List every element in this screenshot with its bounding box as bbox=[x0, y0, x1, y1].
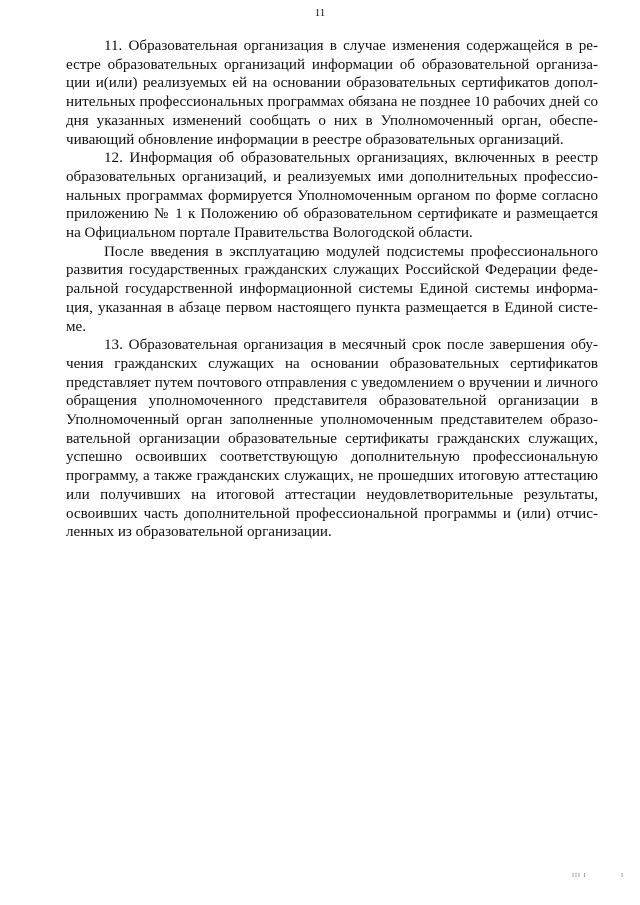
paragraph-item-11: 11. Образовательная организация в случае изменения содержащейся в реестре образовательных организаций информации об образовательной организации и(или) реализуемых ей на основании образовательных сертификатов дополнительных профессиональных программах обязана не позднее 10 рабочих дней со дня указанных изменений сообщать о них в Уполномоченный орган, обеспечивающий обновление информации в реестре образовательных организаций. bbox=[66, 38, 598, 148]
page-number: 11 bbox=[314, 7, 326, 19]
document-body bbox=[66, 37, 598, 542]
paragraph-item-13: 13. Образовательная организация в месячный срок после завершения обучения гражданских служащих на основании образовательных сертификатов представляет путем почтового отправления с уведомлением о вручении и личного обращения уполномоченного представителя образовательной организации в Уполномоченный орган заполненные уполномоченным представителем образовательной организации образовательные сертификаты гражданских служащих, успешно освоивших соответствующую дополнительную профессиональную программу, а также гражданских служащих, не прошедших итоговую аттестацию или получивших на итоговой аттестации неудовлетворительные результаты, освоивших часть дополнительной профессиональной программы и (или) отчисленных из образовательной организации. bbox=[66, 337, 598, 541]
scan-code-mark-right: I bbox=[621, 873, 623, 879]
paragraph-item-12-continuation: После введения в эксплуатацию модулей подсистемы профессионального развития государственных гражданских служащих Российской Федерации федеральной государственной информационной системы Единой системы информация, указанная в абзаце первом настоящего пункта размещается в Единой системе. bbox=[66, 243, 598, 335]
paragraph-item-12: 12. Информация об образовательных организациях, включенных в реестр образовательных организаций, и реализуемых ими дополнительных профессиональных программах формируется Уполномоченным органом по форме согласно приложению № 1 к Положению об образовательном сертификате и размещается на Официальном портале Правительства Вологодской области. bbox=[66, 150, 598, 242]
scan-code-mark: III I bbox=[572, 873, 587, 879]
